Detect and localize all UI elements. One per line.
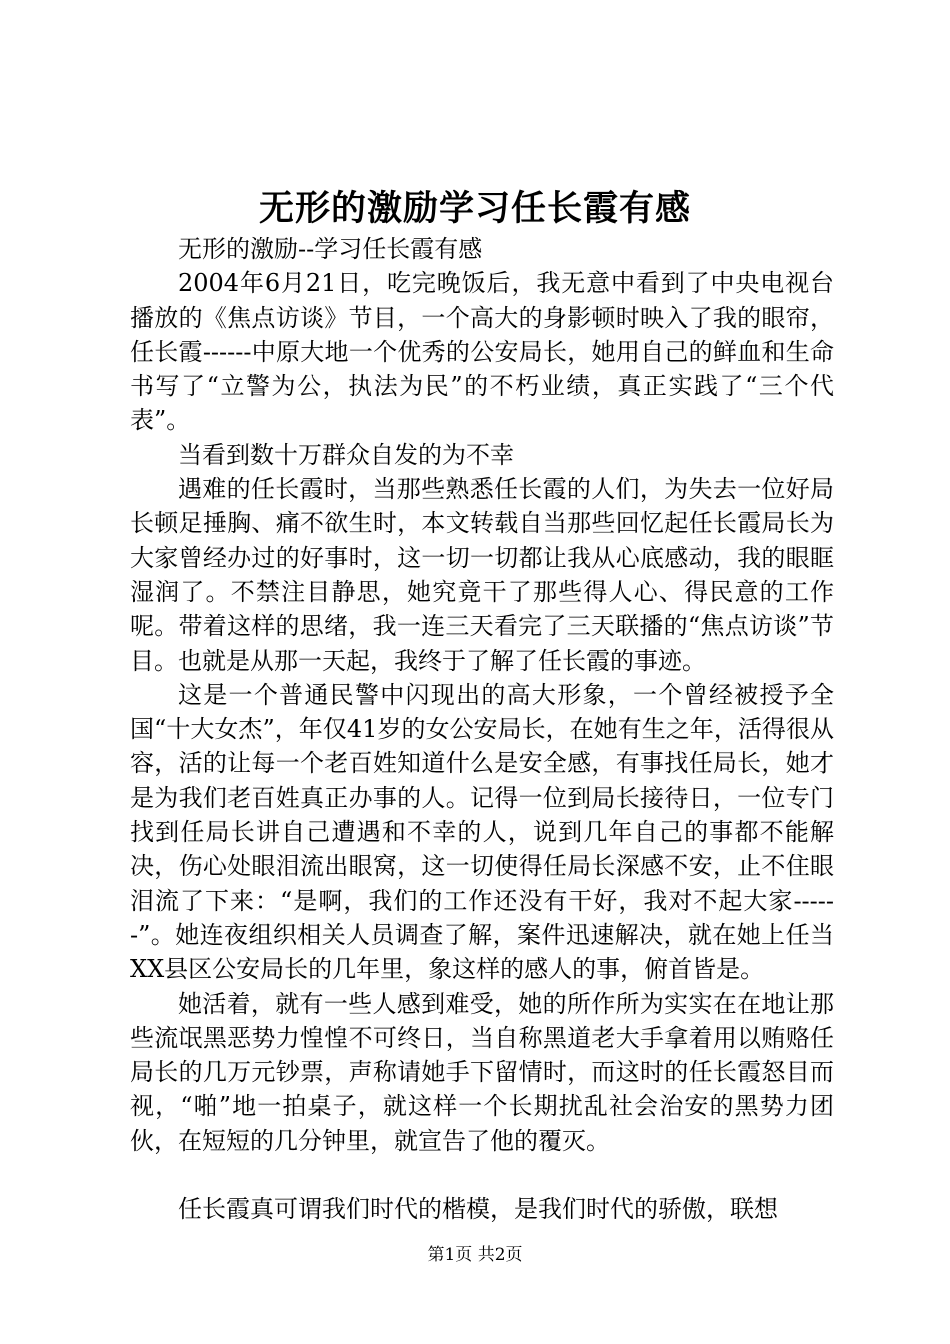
page-number-footer: 第1页 共2页 <box>427 1245 523 1265</box>
paragraph-crowd: 当看到数十万群众自发的为不幸 <box>178 440 514 469</box>
paragraph-mourning: 遇难的任长霞时，当那些熟悉任长霞的人们，为失去一位好局长顿足捶胸、痛不欲生时，本文转载自当那些回忆起任长霞局长为大家曾经办过的好事时，这一切一切都让我从心底感动，我的眼眶湿润了。不禁注目静思，她究竟干了那些得人心、得民意的工作呢。带着这样的思绪，我一连三天看完了三天联播的“焦点访谈”节目。也就是从那一天起，我终于了解了任长霞的事迹。 <box>130 475 834 675</box>
document-body <box>130 232 834 1226</box>
paragraph-intro: 2004年6月21日，吃完晚饭后，我无意中看到了中央电视台播放的《焦点访谈》节目，一个高大的身影顿时映入了我的眼帘，任长霞------中原大地一个优秀的公安局长，她用自己的鲜血和生命书写了“立警为公，执法为民”的不朽业绩，真正实践了“三个代表”。 <box>130 269 834 435</box>
paragraph-image: 这是一个普通民警中闪现出的高大形象，一个曾经被授予全国“十大女杰”，年仅41岁的女公安局长，在她有生之年，活得很从容，活的让每一个老百姓知道什么是安全感，有事找任局长，她才是为我们老百姓真正办事的人。记得一位到局长接待日，一位专门找到任局长讲自己遭遇和不幸的人，说到几年自己的事都不能解决，伤心处眼泪流出眼窝，这一切使得任局长深感不安，止不住眼泪流了下来：“是啊，我们的工作还没有干好，我对不起大家------”。她连夜组织相关人员调查了解，案件迅速解决，就在她上任当XX县区公安局长的几年里，象这样的感人的事，俯首皆是。 <box>130 680 834 984</box>
document-title: 无形的激励学习任长霞有感 <box>258 188 691 229</box>
paragraph-subtitle: 无形的激励--学习任长霞有感 <box>178 235 483 263</box>
paragraph-model: 任长霞真可谓我们时代的楷模，是我们时代的骄傲，联想 <box>178 1195 778 1224</box>
paragraph-gang: 她活着，就有一些人感到难受，她的所作所为实实在在地让那些流氓黑恶势力惶惶不可终日，当自称黑道老大手拿着用以贿赂任局长的几万元钞票，声称请她手下留情时，而这时的任长霞怒目而视，“啪”地一拍桌子，就这样一个长期扰乱社会治安的黑势力团伙，在短短的几分钟里，就宣告了他的覆灭。 <box>130 989 834 1155</box>
